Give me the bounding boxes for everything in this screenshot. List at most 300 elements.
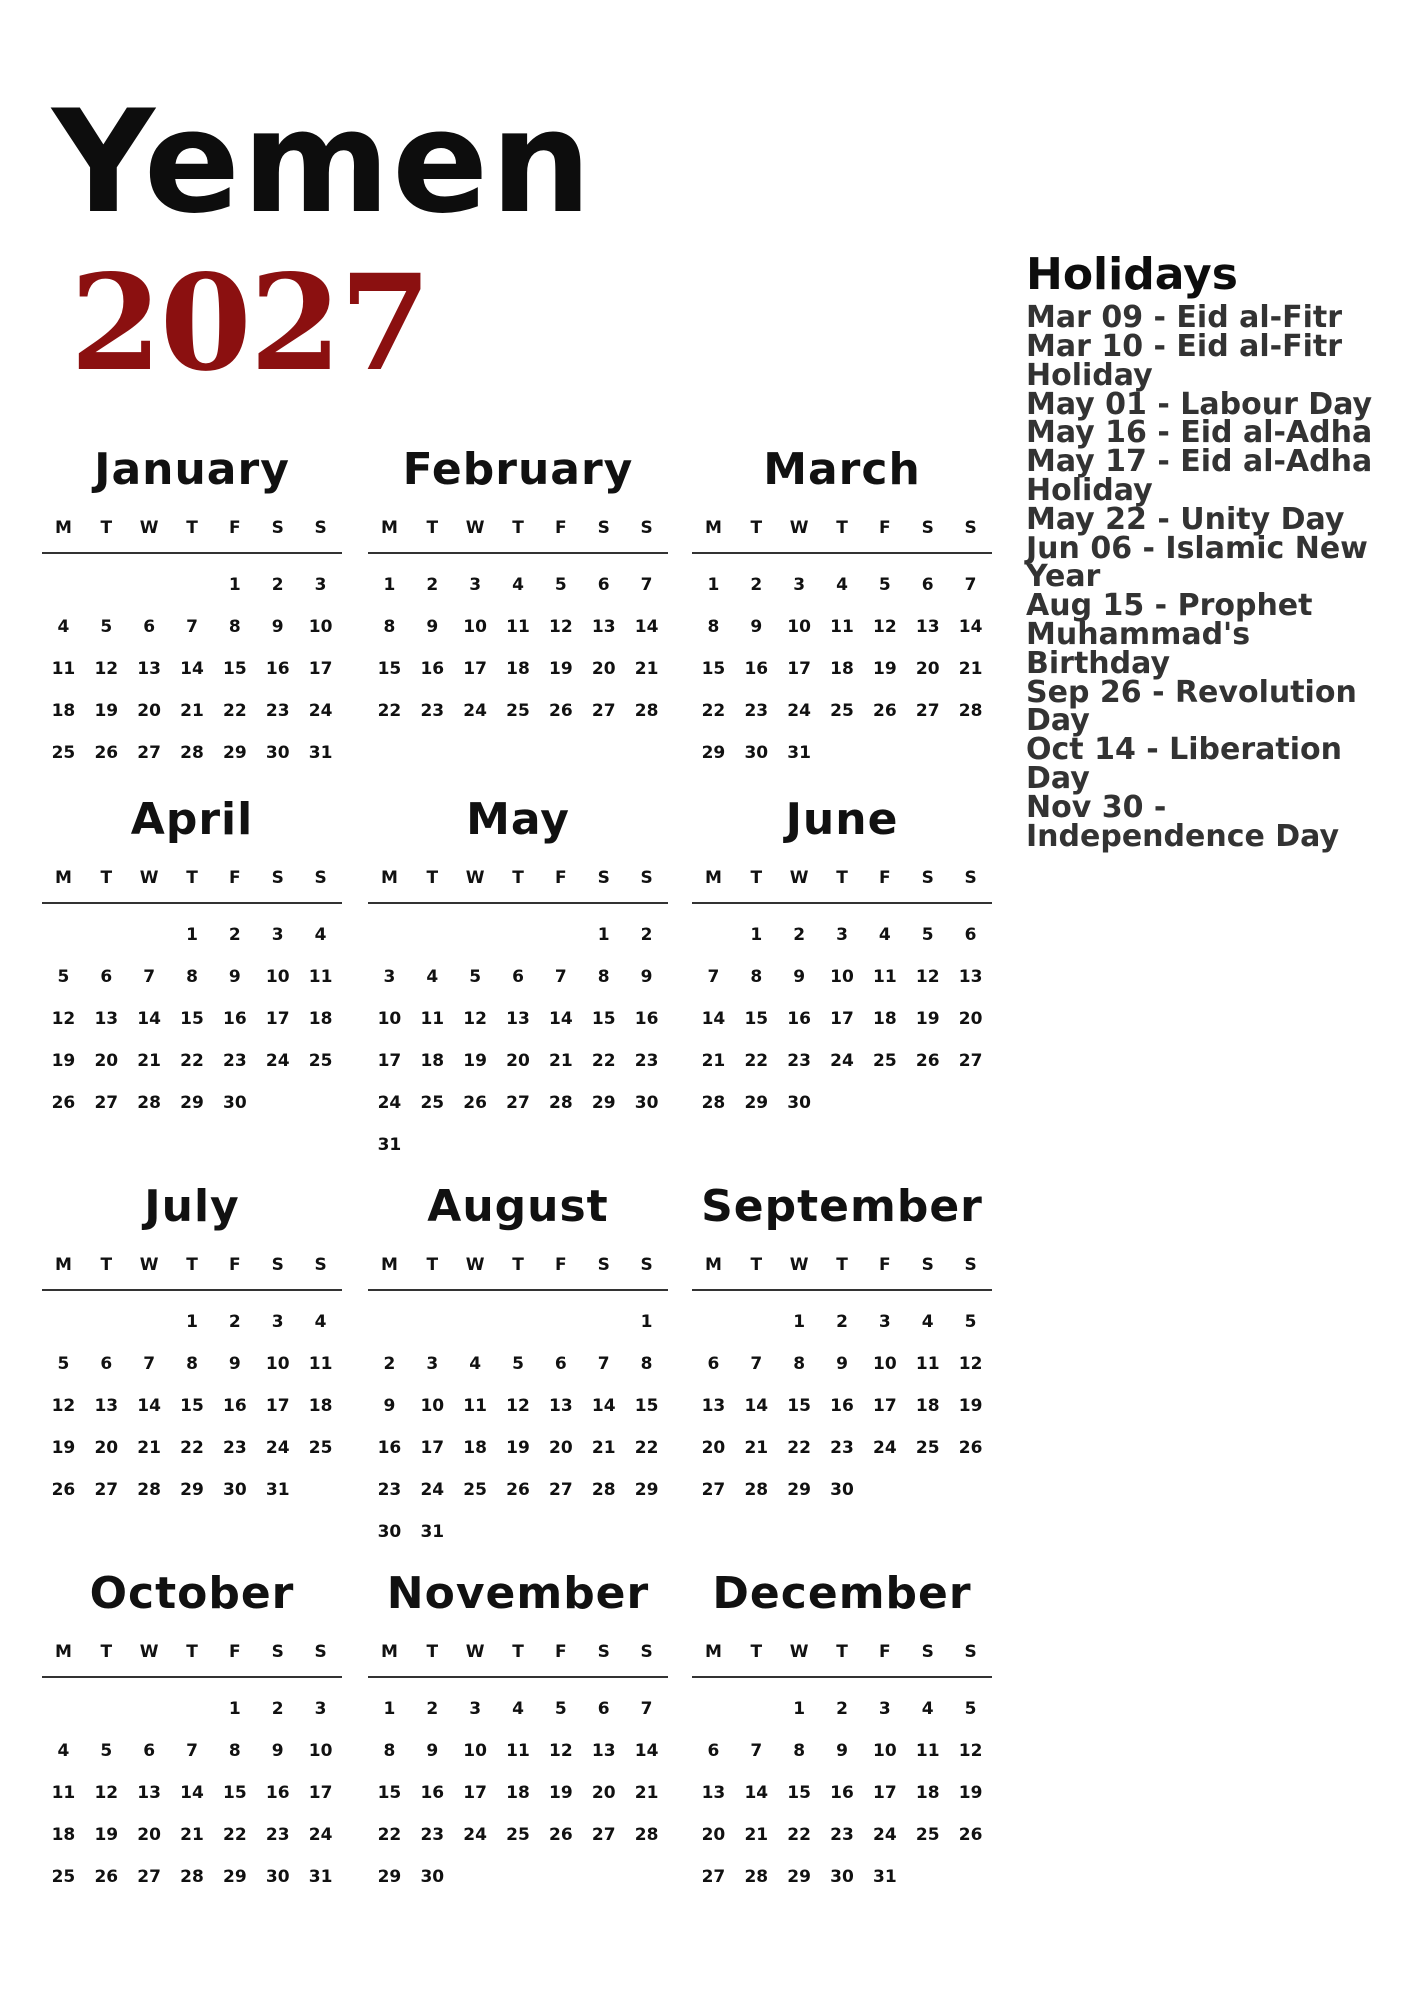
day-cell: 26 — [958, 1438, 983, 1458]
day-cell: 22 — [180, 1051, 204, 1071]
day-cell: 5 — [964, 1699, 977, 1719]
weekday-label: M — [704, 1642, 722, 1662]
day-cell: 26 — [549, 701, 573, 721]
day-cell: 20 — [137, 701, 161, 721]
day-cell: 6 — [964, 925, 977, 945]
day-cell: 10 — [873, 1354, 897, 1374]
day-cell: 16 — [223, 1396, 247, 1416]
day-cell: 16 — [223, 1009, 247, 1029]
weekday-label: S — [271, 1255, 284, 1275]
day-cell: 21 — [549, 1051, 573, 1071]
weekday-label: T — [750, 1642, 763, 1662]
day-cell: 12 — [463, 1009, 487, 1029]
holiday-item: May 22 - Unity Day — [1026, 501, 1345, 537]
day-cell: 19 — [958, 1396, 983, 1416]
day-cell: 9 — [383, 1396, 396, 1416]
day-cell: 19 — [873, 659, 897, 679]
day-cell: 17 — [463, 1783, 487, 1803]
weekday-label: M — [704, 1255, 722, 1275]
day-cell: 11 — [308, 1354, 333, 1374]
day-cell: 2 — [426, 1699, 439, 1719]
day-cell: 29 — [180, 1093, 204, 1113]
day-cell: 24 — [308, 701, 333, 721]
day-cell: 18 — [51, 701, 76, 721]
day-cell: 26 — [549, 1825, 573, 1845]
day-grid — [692, 554, 992, 774]
day-cell: 22 — [591, 1051, 616, 1071]
day-cell: 18 — [506, 1783, 530, 1803]
day-cell: 1 — [383, 575, 396, 595]
day-cell: 27 — [506, 1093, 530, 1113]
day-cell: 22 — [634, 1438, 659, 1458]
weekday-label: T — [426, 868, 439, 888]
weekday-label: S — [921, 1255, 934, 1275]
day-cell: 1 — [186, 1312, 198, 1332]
day-cell: 2 — [271, 575, 284, 595]
day-cell: 13 — [915, 617, 940, 637]
day-cell: 8 — [793, 1741, 806, 1761]
day-cell: 23 — [744, 701, 769, 721]
day-cell: 20 — [549, 1438, 573, 1458]
day-cell: 23 — [377, 1480, 402, 1500]
weekday-label: W — [465, 1255, 485, 1275]
day-cell: 14 — [634, 1741, 659, 1761]
day-cell: 16 — [634, 1009, 659, 1029]
weekday-label: S — [271, 868, 284, 888]
day-cell: 24 — [377, 1093, 402, 1113]
day-cell: 31 — [308, 1867, 333, 1887]
day-cell: 19 — [94, 701, 119, 721]
day-cell: 3 — [793, 575, 806, 595]
day-cell: 4 — [921, 1699, 934, 1719]
day-cell: 6 — [143, 1741, 156, 1761]
day-cell: 30 — [420, 1867, 445, 1887]
weekday-label: T — [750, 1255, 763, 1275]
day-cell: 26 — [94, 1867, 119, 1887]
day-cell: 10 — [377, 1009, 402, 1029]
weekday-label: M — [54, 1255, 72, 1275]
day-cell: 28 — [591, 1480, 616, 1500]
day-cell: 4 — [314, 1312, 327, 1332]
day-cell: 13 — [701, 1396, 726, 1416]
day-cell: 8 — [186, 1354, 198, 1374]
day-cell: 24 — [308, 1825, 333, 1845]
weekday-label: S — [964, 1642, 977, 1662]
day-grid — [368, 1678, 668, 1898]
day-cell: 29 — [223, 743, 247, 763]
day-cell: 12 — [51, 1396, 76, 1416]
day-cell: 27 — [915, 701, 940, 721]
day-cell: 20 — [701, 1438, 726, 1458]
weekday-label: T — [186, 1255, 198, 1275]
day-cell: 17 — [830, 1009, 854, 1029]
day-cell: 13 — [549, 1396, 573, 1416]
day-cell: 6 — [707, 1354, 720, 1374]
day-cell: 30 — [744, 743, 769, 763]
day-cell: 27 — [549, 1480, 573, 1500]
day-cell: 27 — [94, 1480, 119, 1500]
day-cell: 24 — [873, 1438, 897, 1458]
weekday-label: W — [139, 1642, 159, 1662]
weekday-label: S — [640, 1642, 653, 1662]
month-july — [42, 1181, 342, 1511]
day-cell: 4 — [921, 1312, 934, 1332]
day-cell: 19 — [549, 659, 573, 679]
day-cell: 1 — [383, 1699, 396, 1719]
day-cell: 31 — [420, 1522, 445, 1542]
weekday-label: F — [879, 868, 891, 888]
day-cell: 2 — [750, 575, 763, 595]
month-name: July — [144, 1181, 240, 1232]
day-cell: 3 — [314, 1699, 327, 1719]
day-cell: 14 — [137, 1396, 161, 1416]
month-name: November — [386, 1568, 650, 1619]
day-cell: 15 — [787, 1396, 811, 1416]
day-cell: 25 — [51, 743, 76, 763]
day-cell: 18 — [308, 1396, 333, 1416]
weekday-label: W — [465, 1642, 485, 1662]
day-cell: 31 — [787, 743, 811, 763]
day-grid — [692, 1291, 992, 1511]
day-cell: 6 — [921, 575, 934, 595]
day-cell: 10 — [420, 1396, 445, 1416]
day-cell: 11 — [506, 1741, 530, 1761]
weekday-label: T — [836, 518, 848, 538]
day-grid — [368, 554, 668, 732]
day-cell: 24 — [463, 701, 487, 721]
day-cell: 15 — [787, 1783, 811, 1803]
day-cell: 5 — [512, 1354, 524, 1374]
year-title: 2027 — [70, 246, 430, 401]
day-cell: 15 — [744, 1009, 769, 1029]
day-cell: 27 — [137, 743, 161, 763]
day-cell: 28 — [549, 1093, 573, 1113]
weekday-label: T — [426, 1255, 439, 1275]
holiday-item: May 16 - Eid al-Adha — [1026, 415, 1373, 451]
day-cell: 22 — [377, 1825, 402, 1845]
day-cell: 13 — [591, 1741, 616, 1761]
weekday-label: W — [465, 518, 485, 538]
day-cell: 20 — [591, 659, 616, 679]
day-cell: 12 — [94, 1783, 119, 1803]
day-cell: 28 — [137, 1480, 161, 1500]
weekday-label: S — [597, 1255, 610, 1275]
day-cell: 11 — [463, 1396, 487, 1416]
day-cell: 22 — [223, 701, 247, 721]
day-cell: 17 — [308, 659, 333, 679]
month-november — [368, 1568, 668, 1898]
weekday-header — [692, 1628, 992, 1678]
day-cell: 8 — [228, 617, 241, 637]
day-cell: 4 — [512, 1699, 524, 1719]
day-cell: 12 — [94, 659, 119, 679]
day-cell: 3 — [314, 575, 327, 595]
month-name: June — [785, 794, 899, 845]
day-cell: 10 — [308, 617, 333, 637]
month-october — [42, 1568, 342, 1898]
day-cell: 8 — [750, 967, 763, 987]
day-cell: 28 — [180, 743, 204, 763]
day-cell: 13 — [137, 659, 161, 679]
day-cell: 25 — [915, 1825, 940, 1845]
weekday-label: S — [921, 868, 934, 888]
weekday-label: T — [512, 518, 524, 538]
day-cell: 9 — [836, 1741, 848, 1761]
weekday-label: T — [512, 868, 524, 888]
day-cell: 27 — [701, 1867, 726, 1887]
weekday-label: T — [836, 868, 848, 888]
day-cell: 24 — [265, 1051, 290, 1071]
day-cell: 11 — [830, 617, 854, 637]
month-name: September — [701, 1181, 983, 1232]
weekday-label: T — [426, 518, 439, 538]
day-cell: 21 — [634, 1783, 659, 1803]
holiday-item: May 17 - Eid al-Adha Holiday — [1026, 444, 1373, 508]
day-cell: 19 — [549, 1783, 573, 1803]
day-cell: 21 — [137, 1051, 161, 1071]
day-cell: 1 — [793, 1312, 806, 1332]
day-cell: 17 — [377, 1051, 402, 1071]
day-cell: 28 — [958, 701, 983, 721]
day-cell: 19 — [51, 1438, 76, 1458]
day-cell: 12 — [915, 967, 940, 987]
country-title: Yemen — [52, 80, 594, 245]
day-cell: 19 — [958, 1783, 983, 1803]
day-cell: 18 — [51, 1825, 76, 1845]
day-cell: 1 — [707, 575, 720, 595]
day-cell: 14 — [634, 617, 659, 637]
day-cell: 8 — [186, 967, 198, 987]
day-cell: 8 — [228, 1741, 241, 1761]
day-cell: 25 — [51, 1867, 76, 1887]
day-cell: 2 — [228, 1312, 241, 1332]
day-cell: 7 — [143, 1354, 156, 1374]
day-cell: 14 — [549, 1009, 573, 1029]
day-cell: 20 — [94, 1438, 119, 1458]
day-cell: 7 — [597, 1354, 610, 1374]
day-cell: 31 — [308, 743, 333, 763]
day-cell: 16 — [744, 659, 769, 679]
weekday-label: T — [100, 1255, 113, 1275]
day-cell: 19 — [463, 1051, 487, 1071]
day-cell: 10 — [265, 1354, 290, 1374]
weekday-label: F — [555, 868, 567, 888]
day-cell: 13 — [506, 1009, 530, 1029]
weekday-label: S — [964, 1255, 977, 1275]
month-august — [368, 1181, 668, 1553]
day-cell: 4 — [314, 925, 327, 945]
day-cell: 12 — [506, 1396, 530, 1416]
day-cell: 19 — [915, 1009, 940, 1029]
day-cell: 27 — [94, 1093, 119, 1113]
weekday-label: S — [964, 518, 977, 538]
weekday-label: W — [789, 868, 809, 888]
day-cell: 14 — [701, 1009, 726, 1029]
day-cell: 17 — [463, 659, 487, 679]
day-cell: 16 — [265, 659, 290, 679]
weekday-label: S — [640, 518, 653, 538]
day-cell: 28 — [744, 1480, 769, 1500]
day-cell: 7 — [707, 967, 720, 987]
day-cell: 10 — [873, 1741, 897, 1761]
day-cell: 5 — [57, 1354, 70, 1374]
weekday-label: T — [100, 1642, 113, 1662]
day-cell: 12 — [51, 1009, 76, 1029]
day-cell: 13 — [137, 1783, 161, 1803]
day-cell: 20 — [701, 1825, 726, 1845]
day-cell: 23 — [420, 1825, 445, 1845]
day-cell: 29 — [787, 1867, 811, 1887]
day-cell: 2 — [836, 1699, 848, 1719]
day-cell: 7 — [640, 1699, 653, 1719]
day-cell: 7 — [186, 617, 198, 637]
month-name: August — [427, 1181, 609, 1232]
day-cell: 28 — [137, 1093, 161, 1113]
day-cell: 5 — [554, 575, 567, 595]
day-cell: 3 — [271, 925, 284, 945]
day-cell: 31 — [377, 1135, 402, 1155]
day-cell: 26 — [51, 1480, 76, 1500]
weekday-label: F — [229, 868, 241, 888]
day-cell: 4 — [469, 1354, 482, 1374]
day-grid — [42, 1678, 342, 1898]
day-cell: 16 — [420, 659, 445, 679]
weekday-label: M — [380, 518, 398, 538]
day-cell: 6 — [512, 967, 524, 987]
day-cell: 21 — [180, 1825, 204, 1845]
day-cell: 20 — [94, 1051, 119, 1071]
day-cell: 1 — [228, 575, 241, 595]
day-cell: 1 — [793, 1699, 806, 1719]
day-cell: 29 — [591, 1093, 616, 1113]
month-april — [42, 794, 342, 1124]
weekday-header — [692, 1241, 992, 1291]
weekday-label: T — [836, 1255, 848, 1275]
weekday-header — [692, 504, 992, 554]
day-cell: 2 — [426, 575, 439, 595]
day-cell: 26 — [915, 1051, 940, 1071]
day-cell: 2 — [836, 1312, 848, 1332]
day-cell: 14 — [591, 1396, 616, 1416]
day-cell: 20 — [506, 1051, 530, 1071]
day-cell: 3 — [469, 575, 482, 595]
day-cell: 29 — [787, 1480, 811, 1500]
weekday-label: T — [836, 1642, 848, 1662]
day-cell: 6 — [143, 617, 156, 637]
day-cell: 27 — [701, 1480, 726, 1500]
holidays-title: Holidays — [1026, 249, 1238, 300]
day-cell: 3 — [426, 1354, 439, 1374]
day-cell: 23 — [223, 1438, 247, 1458]
day-grid — [42, 554, 342, 774]
day-cell: 10 — [308, 1741, 333, 1761]
weekday-header — [368, 1241, 668, 1291]
day-cell: 10 — [463, 617, 487, 637]
day-cell: 23 — [265, 1825, 290, 1845]
day-cell: 29 — [744, 1093, 769, 1113]
weekday-label: F — [555, 518, 567, 538]
weekday-label: S — [640, 868, 653, 888]
day-cell: 14 — [744, 1396, 769, 1416]
holiday-list — [1026, 300, 1396, 854]
day-grid — [692, 904, 992, 1124]
day-cell: 14 — [744, 1783, 769, 1803]
month-march — [692, 444, 992, 774]
day-cell: 16 — [787, 1009, 811, 1029]
day-cell: 14 — [180, 659, 204, 679]
day-cell: 9 — [271, 617, 284, 637]
day-cell: 1 — [597, 925, 610, 945]
day-cell: 21 — [137, 1438, 161, 1458]
day-cell: 7 — [143, 967, 156, 987]
day-cell: 25 — [506, 1825, 530, 1845]
month-name: May — [466, 794, 570, 845]
day-cell: 4 — [512, 575, 524, 595]
day-cell: 11 — [51, 1783, 76, 1803]
weekday-label: M — [380, 1642, 398, 1662]
day-cell: 6 — [554, 1354, 567, 1374]
day-cell: 22 — [744, 1051, 769, 1071]
month-name: January — [94, 444, 290, 495]
weekday-label: S — [271, 518, 284, 538]
day-cell: 3 — [383, 967, 396, 987]
weekday-label: W — [465, 868, 485, 888]
day-cell: 18 — [463, 1438, 487, 1458]
day-cell: 15 — [634, 1396, 659, 1416]
day-cell: 30 — [223, 1093, 247, 1113]
day-cell: 5 — [554, 1699, 567, 1719]
weekday-label: S — [921, 1642, 934, 1662]
weekday-label: W — [139, 1255, 159, 1275]
day-cell: 24 — [463, 1825, 487, 1845]
weekday-label: W — [139, 518, 159, 538]
month-name: October — [89, 1568, 295, 1619]
day-cell: 12 — [958, 1741, 983, 1761]
day-cell: 11 — [308, 967, 333, 987]
day-cell: 12 — [549, 1741, 573, 1761]
day-cell: 16 — [830, 1396, 854, 1416]
day-grid — [692, 1678, 992, 1898]
weekday-label: S — [314, 1255, 327, 1275]
day-cell: 20 — [137, 1825, 161, 1845]
weekday-label: M — [704, 518, 722, 538]
weekday-header — [368, 854, 668, 904]
day-cell: 17 — [873, 1396, 897, 1416]
weekday-label: M — [704, 868, 722, 888]
day-cell: 16 — [830, 1783, 854, 1803]
day-cell: 31 — [265, 1480, 290, 1500]
day-cell: 8 — [707, 617, 720, 637]
day-cell: 2 — [228, 925, 241, 945]
weekday-label: S — [597, 868, 610, 888]
day-cell: 29 — [377, 1867, 402, 1887]
day-cell: 5 — [57, 967, 70, 987]
day-cell: 30 — [830, 1480, 854, 1500]
weekday-label: F — [879, 1255, 891, 1275]
day-cell: 3 — [878, 1699, 891, 1719]
month-february — [368, 444, 668, 732]
day-cell: 14 — [180, 1783, 204, 1803]
day-cell: 9 — [793, 967, 806, 987]
day-cell: 1 — [186, 925, 198, 945]
day-cell: 9 — [640, 967, 653, 987]
day-cell: 6 — [100, 967, 113, 987]
day-cell: 9 — [228, 967, 241, 987]
day-cell: 21 — [744, 1438, 769, 1458]
day-cell: 23 — [265, 701, 290, 721]
day-cell: 29 — [223, 1867, 247, 1887]
day-cell: 5 — [100, 617, 113, 637]
